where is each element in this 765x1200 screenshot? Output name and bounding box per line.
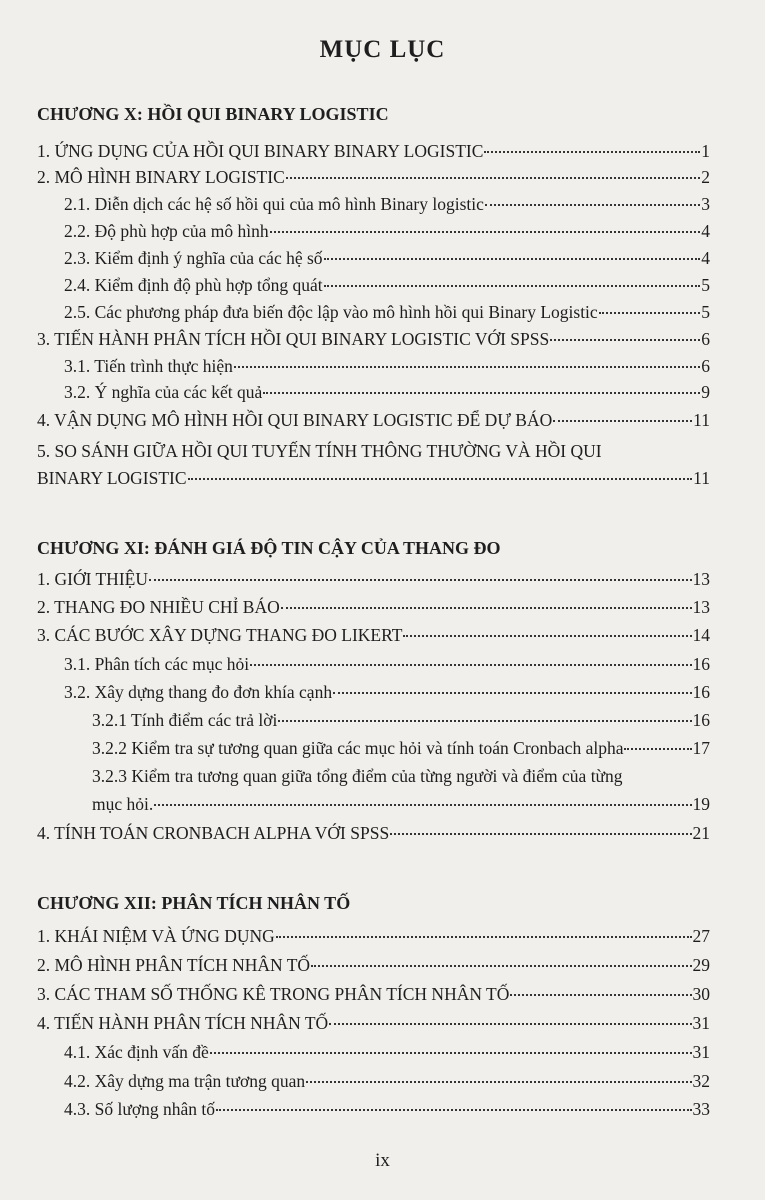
dot-leader <box>270 231 701 233</box>
chapter-heading-xi: CHƯƠNG XI: ĐÁNH GIÁ ĐỘ TIN CẬY CỦA THANG ĐO <box>37 538 501 558</box>
toc-entry-page: 6 <box>701 329 710 349</box>
chapter-heading-xii: CHƯƠNG XII: PHÂN TÍCH NHÂN TỐ <box>37 893 351 913</box>
dot-leader <box>324 285 701 287</box>
toc-entry[interactable] <box>92 738 710 759</box>
toc-entry-page: 13 <box>692 597 710 617</box>
toc-entry-title: 4. VẬN DỤNG MÔ HÌNH HỒI QUI BINARY LOGISTIC ĐỂ DỰ BÁO <box>37 410 553 430</box>
toc-entry-title: 2. MÔ HÌNH BINARY LOGISTIC <box>37 167 285 187</box>
dot-leader <box>210 1052 692 1054</box>
toc-entry-page: 13 <box>692 569 710 589</box>
toc-entry[interactable] <box>37 823 710 844</box>
toc-entry-page: 5 <box>701 275 710 295</box>
toc-entry[interactable] <box>37 167 710 188</box>
toc-entry-title: 3. TIẾN HÀNH PHÂN TÍCH HỒI QUI BINARY LOGISTIC VỚI SPSS <box>37 329 550 349</box>
dot-leader <box>390 833 691 835</box>
chapter-heading-x: CHƯƠNG X: HỒI QUI BINARY LOGISTIC <box>37 104 389 124</box>
toc-entry-page: 16 <box>692 654 710 674</box>
toc-entry-page: 16 <box>692 710 710 730</box>
dot-leader <box>484 151 700 153</box>
dot-leader <box>188 478 693 480</box>
toc-entry[interactable] <box>37 468 710 489</box>
toc-entry[interactable] <box>64 682 710 703</box>
toc-entry-title: mục hỏi. <box>92 794 154 814</box>
toc-entry[interactable] <box>37 329 710 350</box>
dot-leader <box>234 366 700 368</box>
toc-entry-page: 17 <box>692 738 710 758</box>
dot-leader <box>510 994 691 996</box>
toc-entry-page: 6 <box>701 356 710 376</box>
toc-entry-page: 33 <box>692 1099 710 1119</box>
toc-entry-page: 11 <box>693 468 710 488</box>
toc-entry-page: 3 <box>701 194 710 214</box>
dot-leader <box>281 607 692 609</box>
toc-entry[interactable] <box>64 275 710 296</box>
toc-entry-page: 2 <box>701 167 710 187</box>
dot-leader <box>250 664 691 666</box>
toc-entry-title: 4. TIẾN HÀNH PHÂN TÍCH NHÂN TỐ <box>37 1013 329 1033</box>
toc-entry-page: 19 <box>692 794 710 814</box>
toc-entry-title: 2.4. Kiểm định độ phù hợp tổng quát <box>64 275 323 295</box>
toc-entry-title: 1. GIỚI THIỆU <box>37 569 148 589</box>
toc-entry[interactable] <box>92 710 710 731</box>
toc-entry[interactable] <box>37 141 710 162</box>
toc-entry[interactable] <box>37 410 710 431</box>
toc-entry[interactable] <box>37 926 710 947</box>
toc-entry-page: 1 <box>701 141 710 161</box>
dot-leader <box>286 177 700 179</box>
toc-entry-page: 4 <box>701 248 710 268</box>
toc-entry-page: 21 <box>692 823 710 843</box>
toc-entry-title: 2.5. Các phương pháp đưa biến độc lập vào mô hình hồi qui Binary Logistic <box>64 302 598 322</box>
toc-entry[interactable] <box>64 248 710 269</box>
toc-entry-title: BINARY LOGISTIC <box>37 468 187 488</box>
toc-entry-title: 3.2. Ý nghĩa của các kết quả <box>64 382 263 402</box>
dot-leader <box>149 579 692 581</box>
toc-entry-title: 3.1. Tiến trình thực hiện <box>64 356 233 376</box>
dot-leader <box>624 748 691 750</box>
toc-entry[interactable] <box>64 382 710 403</box>
toc-entry-page: 31 <box>692 1042 710 1062</box>
toc-entry-title: 4.2. Xây dựng ma trận tương quan <box>64 1071 306 1091</box>
dot-leader <box>216 1109 692 1111</box>
page-number: ix <box>375 1150 390 1171</box>
dot-leader <box>403 635 691 637</box>
toc-entry-page: 16 <box>692 682 710 702</box>
toc-entry-title: 3.1. Phân tích các mục hỏi <box>64 654 250 674</box>
toc-entry-title: 3.2. Xây dựng thang đo đơn khía cạnh <box>64 682 333 702</box>
toc-entry[interactable] <box>64 221 710 242</box>
toc-entry[interactable] <box>64 654 710 675</box>
toc-entry-title: 4.1. Xác định vấn đề <box>64 1042 209 1062</box>
toc-entry-title: 2.3. Kiểm định ý nghĩa của các hệ số <box>64 248 323 268</box>
toc-entry-page: 32 <box>692 1071 710 1091</box>
dot-leader <box>154 804 691 806</box>
toc-entry-title-line1: 3.2.3 Kiểm tra tương quan giữa tổng điểm của từng người và điểm của từng <box>92 766 623 786</box>
toc-entry-title: 3. CÁC THAM SỐ THỐNG KÊ TRONG PHÂN TÍCH NHÂN TỐ <box>37 984 510 1004</box>
toc-entry[interactable] <box>37 984 710 1005</box>
toc-entry[interactable] <box>37 625 710 646</box>
dot-leader <box>311 965 691 967</box>
toc-entry-title: 3.2.1 Tính điểm các trả lời <box>92 710 278 730</box>
toc-entry[interactable] <box>64 356 710 377</box>
toc-entry-title: 2.1. Diễn dịch các hệ số hồi qui của mô hình Binary logistic <box>64 194 484 214</box>
toc-entry-page: 11 <box>693 410 710 430</box>
dot-leader <box>333 692 691 694</box>
toc-entry-title: 1. ỨNG DỤNG CỦA HỒI QUI BINARY BINARY LOGISTIC <box>37 141 484 161</box>
dot-leader <box>324 258 701 260</box>
toc-entry-title: 3. CÁC BƯỚC XÂY DỰNG THANG ĐO LIKERT <box>37 625 403 645</box>
toc-entry-title: 2. MÔ HÌNH PHÂN TÍCH NHÂN TỐ <box>37 955 311 975</box>
toc-entry[interactable] <box>92 794 710 815</box>
dot-leader <box>485 204 700 206</box>
dot-leader <box>278 720 691 722</box>
toc-entry[interactable] <box>37 1013 710 1034</box>
toc-entry[interactable] <box>37 955 710 976</box>
toc-entry-title-line1: 5. SO SÁNH GIỮA HỒI QUI TUYẾN TÍNH THÔNG THƯỜNG VÀ HỒI QUI <box>37 441 602 461</box>
toc-entry-title: 4.3. Số lượng nhân tố <box>64 1099 215 1119</box>
toc-entry[interactable] <box>64 1042 710 1063</box>
dot-leader <box>553 420 692 422</box>
toc-entry-page: 4 <box>701 221 710 241</box>
toc-entry-title: 3.2.2 Kiểm tra sự tương quan giữa các mục hỏi và tính toán Cronbach alpha <box>92 738 624 758</box>
toc-entry[interactable] <box>37 569 710 590</box>
dot-leader <box>276 936 692 938</box>
toc-entry-page: 9 <box>701 382 710 402</box>
toc-entry-title: 4. TÍNH TOÁN CRONBACH ALPHA VỚI SPSS <box>37 823 390 843</box>
dot-leader <box>329 1023 691 1025</box>
toc-entry[interactable] <box>64 194 710 215</box>
toc-entry-page: 30 <box>692 984 710 1004</box>
toc-entry-page: 31 <box>692 1013 710 1033</box>
toc-entry-title: 2.2. Độ phù hợp của mô hình <box>64 221 269 241</box>
toc-entry-page: 27 <box>692 926 710 946</box>
dot-leader <box>306 1081 691 1083</box>
toc-entry[interactable] <box>64 1071 710 1092</box>
toc-entry[interactable] <box>64 302 710 323</box>
page-title: MỤC LỤC <box>319 36 446 63</box>
toc-entry-page: 29 <box>692 955 710 975</box>
toc-entry[interactable] <box>64 1099 710 1120</box>
toc-entry-page: 5 <box>701 302 710 322</box>
toc-entry-page: 14 <box>692 625 710 645</box>
toc-entry-title: 2. THANG ĐO NHIỀU CHỈ BÁO <box>37 597 280 617</box>
dot-leader <box>550 339 700 341</box>
toc-entry[interactable] <box>37 597 710 618</box>
dot-leader <box>263 392 700 394</box>
toc-entry-title: 1. KHÁI NIỆM VÀ ỨNG DỤNG <box>37 926 275 946</box>
dot-leader <box>599 312 701 314</box>
